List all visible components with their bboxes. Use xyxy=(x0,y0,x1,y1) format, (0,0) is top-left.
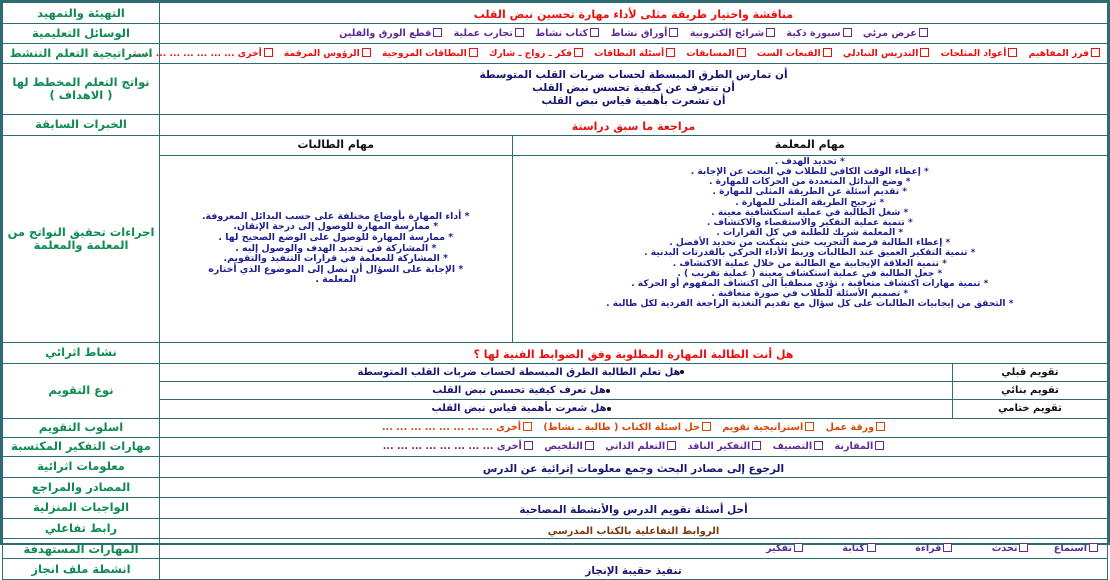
media-option[interactable] xyxy=(611,28,679,40)
label-prior-text: الخبرات السابقة xyxy=(35,117,127,132)
eval-name xyxy=(953,400,1108,418)
label-target-skills-text: المهارات المستهدفة xyxy=(23,541,139,556)
row-thinking-skills xyxy=(3,437,1108,456)
checkbox-icon[interactable] xyxy=(814,441,823,450)
row-intro xyxy=(3,3,1108,24)
eval-method-option[interactable] xyxy=(722,422,814,434)
thinking-skill-label: المقارنة xyxy=(834,440,874,452)
checkbox-icon[interactable] xyxy=(920,48,929,57)
label-media-text: الوسائل التعليمية xyxy=(32,25,130,40)
eval-method-option[interactable] xyxy=(543,422,710,434)
thinking-skill-option[interactable] xyxy=(383,441,533,453)
label-strategy-text: استراتيجية التعلم التنشط xyxy=(9,45,153,60)
label-eval-method-text: اسلوب التقويم xyxy=(38,420,124,435)
row-enrichment xyxy=(3,342,1108,363)
target-skill-label: كتابة xyxy=(842,543,865,555)
label-procedures-line2: المعلمة والمعلمة xyxy=(33,237,129,252)
row-enrich-info xyxy=(3,456,1108,477)
strategy-option-label: البطاقات المروحية xyxy=(381,47,467,59)
procedures-cell xyxy=(160,135,1108,342)
label-homework xyxy=(3,497,160,518)
teacher-task: * تحديد الهدف . xyxy=(774,156,845,167)
checkbox-icon[interactable] xyxy=(943,543,952,552)
eval-method-option[interactable] xyxy=(826,422,885,434)
checkbox-icon[interactable] xyxy=(919,28,928,37)
teacher-task: * تصميم الأسئلة للطلاب في صورة متعاقبة . xyxy=(711,289,909,300)
interactive-link-cell xyxy=(160,518,1108,539)
eval-method-options xyxy=(163,422,1104,434)
strategy-option[interactable] xyxy=(843,48,930,59)
label-thinking-skills xyxy=(3,437,160,456)
media-option-label: تجارب عملية xyxy=(453,27,513,39)
teacher-tasks-cell xyxy=(512,155,1107,342)
label-thinking-skills-text: مهارات التفكير المكتسبة xyxy=(11,439,151,454)
eval-type-table xyxy=(160,364,1107,418)
media-option-label: عرض مرئي xyxy=(862,27,917,39)
student-tasks-header xyxy=(160,136,512,156)
teacher-task: * إعطاء الوقت الكافي للطلاب في البحث عن الإجابة . xyxy=(690,166,929,177)
label-outcomes xyxy=(3,63,160,114)
eval-row xyxy=(160,364,1107,382)
prior-text: مراجعة ما سبق دراستة xyxy=(571,119,696,133)
student-task: المعلمة . xyxy=(315,274,357,286)
eval-question-row xyxy=(163,385,949,396)
checkbox-icon[interactable] xyxy=(666,48,675,57)
eval-name-text: تقويم ختامي xyxy=(998,403,1062,415)
thinking-skill-option[interactable] xyxy=(773,441,824,453)
target-skill-label: استماع xyxy=(1053,543,1087,555)
target-skills-cell xyxy=(160,539,1108,559)
label-outcomes-line1: نواتج التعلم المخطط لها xyxy=(12,75,150,90)
eval-question xyxy=(160,382,953,400)
eval-row xyxy=(160,400,1107,418)
row-outcomes xyxy=(3,63,1108,114)
enrich-info-text: الرجوع إلى مصادر البحث وجمع معلومات إثرائية عن الدرس xyxy=(482,462,785,475)
checkbox-icon[interactable] xyxy=(737,48,746,57)
thinking-skill-option[interactable] xyxy=(544,441,594,453)
strategy-option[interactable] xyxy=(489,48,583,59)
checkbox-icon[interactable] xyxy=(433,28,442,37)
row-interactive-link xyxy=(3,518,1108,539)
row-strategy xyxy=(3,43,1108,63)
thinking-skill-option[interactable] xyxy=(605,441,676,453)
intro-cell xyxy=(160,3,1108,24)
label-procedures xyxy=(3,135,160,342)
media-option[interactable] xyxy=(690,28,775,40)
prior-cell xyxy=(160,114,1108,135)
checkbox-icon[interactable] xyxy=(585,441,594,450)
media-option-label: أوراق نشاط xyxy=(610,27,668,39)
label-intro xyxy=(3,3,160,24)
strategy-option-label: فرز المفاهيم xyxy=(1028,47,1089,59)
label-enrichment xyxy=(3,342,160,363)
enrichment-cell xyxy=(160,342,1108,363)
eval-name xyxy=(953,364,1108,382)
strategy-option[interactable] xyxy=(1029,48,1100,59)
label-enrich-info xyxy=(3,456,160,477)
thinking-skill-label: التلخيص xyxy=(544,440,583,452)
eval-type-cell xyxy=(160,363,1108,418)
eval-name-text: تقويم بنائي xyxy=(1001,385,1059,397)
row-eval-type xyxy=(3,363,1108,418)
label-homework-text: الواجبات المنزلية xyxy=(32,500,130,515)
eval-question-text: هل تعلم الطالبة الطرق المبسطة لحساب ضربات القلب المتوسطة xyxy=(357,366,681,378)
label-prior xyxy=(3,114,160,135)
row-media xyxy=(3,23,1108,43)
row-homework xyxy=(3,497,1108,518)
strategy-option-label: التدريس التبادلي xyxy=(842,47,919,59)
checkbox-icon[interactable] xyxy=(876,422,885,431)
row-eval-method xyxy=(3,418,1108,437)
teacher-task: * وضع البدائل المتعددة من الحركات للمهارة . xyxy=(708,177,911,188)
strategy-option[interactable] xyxy=(382,48,478,59)
row-target-skills xyxy=(3,539,1108,559)
teacher-task: * تنمية عملية التفكير والاستقصاء والاكتشاف . xyxy=(706,217,913,228)
media-option[interactable] xyxy=(863,28,928,40)
eval-row xyxy=(160,382,1107,400)
student-task: * أداء المهارة بأوضاع مختلفة على حسب البدائل المعروفة. xyxy=(201,210,470,222)
label-enrichment-text: نشاط اثرائي xyxy=(45,345,117,360)
row-procedures xyxy=(3,135,1108,342)
thinking-skills-cell xyxy=(160,437,1108,456)
teacher-task: * التحقق من إيجابيات الطالبات على كل سؤال مع تقديم التغذية الراجعة الفردية لكل طالبة . xyxy=(606,299,1014,310)
media-cell xyxy=(160,23,1108,43)
strategy-option[interactable] xyxy=(284,48,371,59)
checkbox-icon[interactable] xyxy=(766,28,775,37)
eval-name-text: تقويم قبلي xyxy=(1001,366,1059,378)
eval-name xyxy=(953,382,1108,400)
label-interactive-link-text: رابط تفاعلي xyxy=(44,521,118,536)
bullet-icon xyxy=(680,370,684,374)
procedures-body-row xyxy=(160,155,1107,342)
checkbox-icon[interactable] xyxy=(264,48,273,57)
interactive-link-text[interactable]: الروابط التفاعلية بالكتاب المدرسي xyxy=(547,525,720,537)
teacher-task: * المعلمة شريك للطلبة في كل القرارات . xyxy=(716,228,904,239)
goal-item: أن تشعرت بأهمية قياس نبض القلب xyxy=(541,95,726,108)
checkbox-icon[interactable] xyxy=(805,422,814,431)
media-option[interactable] xyxy=(339,28,442,40)
label-portfolio xyxy=(3,559,160,580)
strategy-option-label: المسابقات xyxy=(686,47,735,59)
strategy-option-label: أخرى ... ... ... ... ... ... ... ... xyxy=(128,47,262,59)
label-enrich-info-text: معلومات اثرائية xyxy=(37,459,125,474)
checkbox-icon[interactable] xyxy=(823,48,832,57)
teacher-task: * تنمية مهارات اكتشاف متعاقبة ، تؤدي منطقياً الى اكتشاف المفهوم أو الحركة . xyxy=(631,278,989,289)
label-eval-type xyxy=(3,363,160,418)
thinking-skill-label: التصنيف xyxy=(772,440,813,452)
eval-method-option-label: ورقة عمل xyxy=(825,421,875,433)
eval-method-option-label: استراتيجية تقويم xyxy=(722,421,804,433)
student-task: * المشاركة في تحديد الهدف والوصول إليه . xyxy=(235,242,437,254)
label-interactive-link xyxy=(3,518,160,539)
strategy-option[interactable] xyxy=(757,48,832,59)
strategy-option-label: أعواد المثلجات xyxy=(940,47,1007,59)
media-options xyxy=(163,28,1104,40)
portfolio-text: تنفيذ حقيبة الإنجاز xyxy=(585,565,682,578)
media-option-label: قطع الورق والفلين xyxy=(339,27,432,39)
target-skill-label: تحدث xyxy=(991,543,1018,555)
checkbox-icon[interactable] xyxy=(794,543,803,552)
eval-method-option[interactable] xyxy=(382,422,532,434)
eval-question xyxy=(160,364,953,382)
homework-text: أحل أسئلة تقويم الدرس والأنشطة المصاحبة xyxy=(519,503,748,516)
bullet-icon xyxy=(606,389,610,393)
teacher-task: * ترجيح الطريقة المثلى للمهارة . xyxy=(735,197,885,208)
eval-method-cell xyxy=(160,418,1108,437)
checkbox-icon[interactable] xyxy=(523,422,532,431)
strategy-option-label: الرؤوس المرقمة xyxy=(283,47,360,59)
checkbox-icon[interactable] xyxy=(702,422,711,431)
eval-method-option-label: حل اسئلة الكتاب ( طالبة ـ نشاط) xyxy=(543,421,700,433)
portfolio-cell xyxy=(160,559,1108,580)
thinking-skill-option[interactable] xyxy=(688,441,762,453)
bullet-icon xyxy=(607,407,611,411)
checkbox-icon[interactable] xyxy=(1008,48,1017,57)
strategy-option[interactable] xyxy=(941,48,1018,59)
strategy-option[interactable] xyxy=(594,48,675,59)
teacher-task: * تنمية التفكير العميق عند الطالبات وربط الأداء الحركي بالقدرتات البدنية . xyxy=(644,248,976,259)
checkbox-icon[interactable] xyxy=(752,441,761,450)
row-prior xyxy=(3,114,1108,135)
target-skill-label: قراءة xyxy=(915,543,942,555)
goal-item: أن تمارس الطرق المبسطة لحساب ضربات القلب المتوسطة xyxy=(479,69,788,82)
eval-question-text: هل تعرف كيفية تحسس نبض القلب xyxy=(432,385,606,397)
label-intro-text: التهيئة والتمهيد xyxy=(37,5,125,20)
checkbox-icon[interactable] xyxy=(669,28,678,37)
media-option[interactable] xyxy=(786,28,851,40)
enrichment-text: هل أنت الطالبة المهارة المطلوبة وفق الضوابط الفنية لها ؟ xyxy=(473,347,794,361)
checkbox-icon[interactable] xyxy=(362,48,371,57)
label-procedures-line1: اجراءات تحقيق النواتج من xyxy=(7,224,155,239)
checkbox-icon[interactable] xyxy=(875,441,884,450)
teacher-task: * تنمية العلاقة الإيجابية مع الطالبة من خلال عملية الاكتشاف . xyxy=(672,258,947,269)
checkbox-icon[interactable] xyxy=(1089,543,1098,552)
media-option-label: شرائح إلكترونية xyxy=(689,27,765,39)
media-option[interactable] xyxy=(454,28,524,40)
strategy-option-label: فكر ـ زواج ـ شارك xyxy=(488,47,573,59)
strategy-option-label: أسئلة البطاقات xyxy=(594,47,665,59)
checkbox-icon[interactable] xyxy=(515,28,524,37)
student-task: * ممارسة المهارة للوصول إلى درجة الإتقان. xyxy=(233,221,439,233)
label-portfolio-text: انشطة ملف انجاز xyxy=(31,561,131,576)
homework-cell xyxy=(160,497,1108,518)
target-skill-label: تفكير xyxy=(766,543,793,555)
checkbox-icon[interactable] xyxy=(867,543,876,552)
checkbox-icon[interactable] xyxy=(469,48,478,57)
strategy-option[interactable] xyxy=(686,48,745,59)
checkbox-icon[interactable] xyxy=(1091,48,1100,57)
procedures-header-row xyxy=(160,136,1107,156)
thinking-skill-label: أخرى ... ... ... ... ... ... ... ... xyxy=(382,440,522,452)
teacher-tasks-header xyxy=(512,136,1107,156)
row-sources xyxy=(3,477,1108,497)
teacher-task: * إعطاء الطالبة فرصة التجريب حتى يتمكنت من تحديد الأفضل . xyxy=(669,238,951,249)
media-option-label: كتاب نشاط xyxy=(535,27,589,39)
label-strategy xyxy=(3,43,160,63)
student-task: * ممارسة المهارة للوصول على الوضع الصحيح لها . xyxy=(218,232,454,244)
goal-item: أن تتعرف عن كيفية تحسس نبض القلب xyxy=(532,82,735,95)
thinking-skills-options xyxy=(163,441,1104,453)
teacher-task: * شغل الطالبة في عملية استكشافية معينة . xyxy=(711,207,909,218)
eval-question xyxy=(160,400,953,418)
student-tasks-header-text: مهام الطالبات xyxy=(297,138,375,152)
teacher-task: * تقديم أسئلة عن الطريقة المثلى للمهارة . xyxy=(712,187,908,198)
media-option-label: سبورة ذكية xyxy=(786,27,841,39)
row-portfolio xyxy=(3,559,1108,580)
label-sources xyxy=(3,477,160,497)
eval-question-text: هل شعرت بأهمية قياس نبض القلب xyxy=(431,403,607,415)
checkbox-icon[interactable] xyxy=(524,441,533,450)
label-eval-method xyxy=(3,418,160,437)
checkbox-icon[interactable] xyxy=(843,28,852,37)
checkbox-icon[interactable] xyxy=(1019,543,1028,552)
eval-method-option-label: أخرى ... ... ... ... ... ... ... ... xyxy=(381,421,522,433)
outcomes-cell xyxy=(160,63,1108,114)
intro-text: مناقشة واختيار طريقة مثلى لأداء مهارة تحسين نبض القلب xyxy=(473,8,794,21)
sources-cell xyxy=(160,477,1108,497)
thinking-skill-label: التفكير الناقد xyxy=(687,440,751,452)
student-task: * الإجابة على السؤال أن تصل إلى الموضوع الذي أختاره xyxy=(208,263,464,275)
student-task: * المشاركة للمعلمة في قرارات التنفيذ والتقويم. xyxy=(223,253,449,265)
student-tasks-cell xyxy=(160,155,512,342)
thinking-skill-label: التعلم الذاتي xyxy=(605,440,666,452)
label-sources-text: المصادر والمراجع xyxy=(31,479,131,494)
label-media xyxy=(3,23,160,43)
label-eval-type-text: نوع التقويم xyxy=(48,383,114,398)
label-target-skills xyxy=(3,539,160,559)
media-option[interactable] xyxy=(535,28,599,40)
label-outcomes-line2: ( الاهداف ) xyxy=(49,87,113,102)
thinking-skill-option[interactable] xyxy=(835,441,885,453)
procedures-table xyxy=(160,136,1107,342)
strategy-options xyxy=(128,47,1104,59)
enrich-info-cell xyxy=(160,456,1108,477)
strategy-cell xyxy=(128,43,1108,63)
eval-question-row xyxy=(163,367,949,378)
eval-question-row xyxy=(163,403,949,414)
teacher-task: * جعل الطالبة في عملية استكشاف معينة ( عملية تقريب ) . xyxy=(677,268,943,279)
checkbox-icon[interactable] xyxy=(667,441,676,450)
checkbox-icon[interactable] xyxy=(590,28,599,37)
lesson-plan-table xyxy=(2,2,1108,580)
strategy-option-label: القبعات الست xyxy=(756,47,821,59)
teacher-tasks-header-text: مهام المعلمة xyxy=(774,138,845,152)
checkbox-icon[interactable] xyxy=(574,48,583,57)
